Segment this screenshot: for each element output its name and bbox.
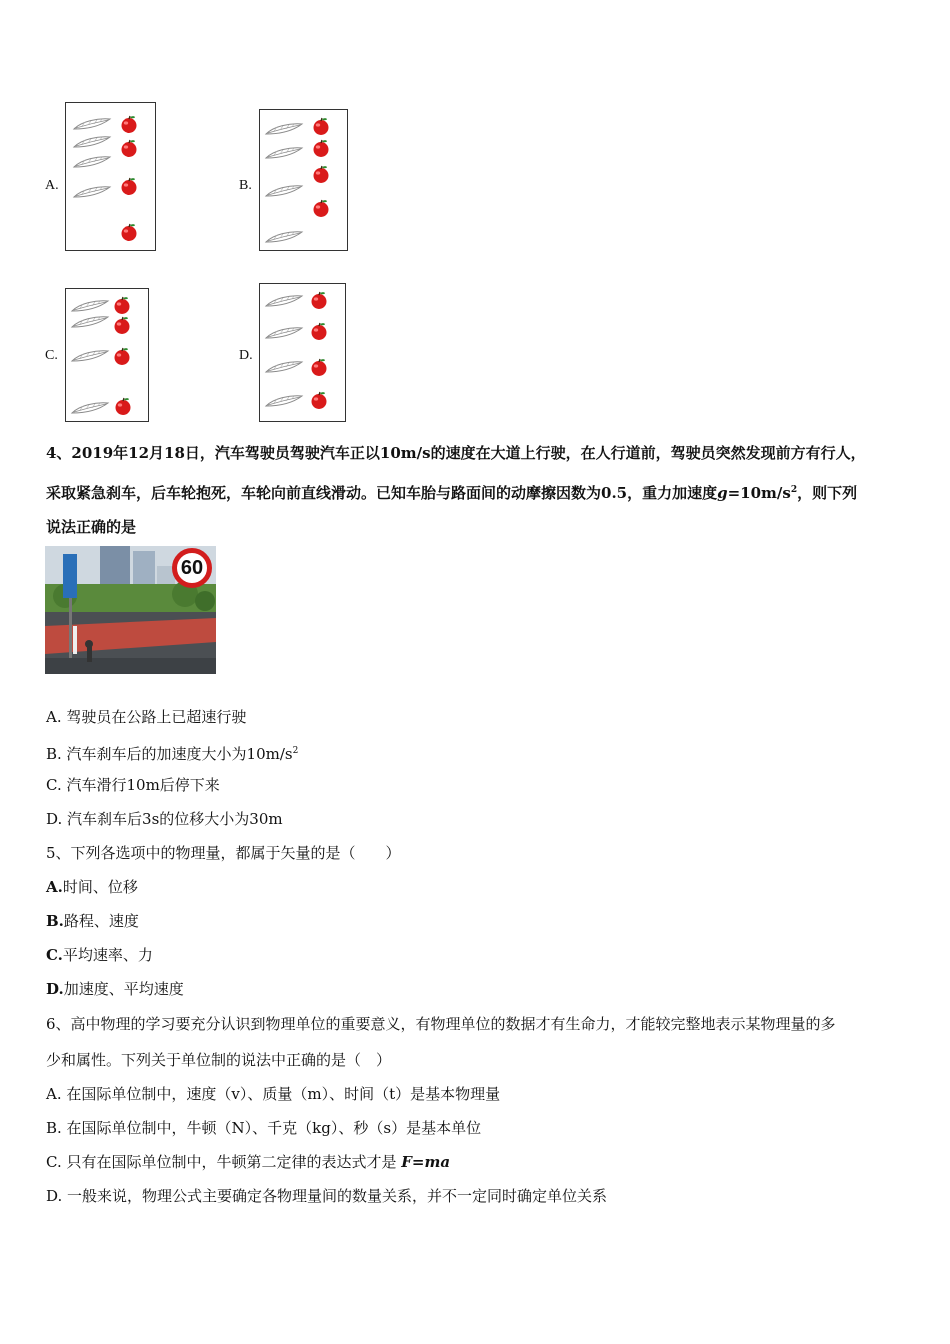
- feather-icon: [264, 394, 304, 408]
- figure-a-panel: [65, 102, 156, 251]
- speed-limit-value: 60: [180, 556, 204, 579]
- apple-icon: [311, 116, 331, 136]
- q6-option-a: A. 在国际单位制中，速度（v）、质量（m）、时间（t）是基本物理量: [46, 1085, 501, 1103]
- apple-icon: [309, 390, 329, 410]
- feather-icon: [72, 117, 112, 131]
- q5-stem: 5、下列各选项中的物理量，都属于矢量的是（ ）: [46, 844, 401, 862]
- street-photo: [45, 546, 216, 674]
- apple-icon: [119, 176, 139, 196]
- q4-stem-line-3: 说法正确的是: [46, 518, 137, 536]
- q4-option-b: B. 汽车刹车后的加速度大小为$10m/s^2$: [46, 745, 299, 763]
- apple-icon: [309, 290, 329, 310]
- q4-stem-line-1: 4、2019年12月18日，汽车驾驶员驾驶汽车正以10m/s的速度在大道上行驶，在人行道前，驾驶员突然发现前方有行人，: [46, 444, 866, 462]
- figure-d-label: D.: [239, 348, 253, 363]
- apple-icon: [112, 295, 132, 315]
- q5-option-a: A.时间、位移: [46, 878, 138, 896]
- q4-stem-line-2: 采取紧急刹车，后车轮抱死，车轮向前直线滑动。已知车胎与路面间的动摩擦因数为0.5，重力加速度$g=10m/s^2$，则下列: [46, 484, 858, 502]
- figure-c-label: C.: [45, 348, 58, 363]
- figure-a-label: A.: [45, 178, 59, 193]
- feather-icon: [264, 146, 304, 160]
- speed-limit-sign: [172, 548, 212, 588]
- feather-icon: [264, 360, 304, 374]
- q6-stem-line-1: 6、高中物理的学习要充分认识到物理单位的重要意义，有物理单位的数据才有生命力，才能较完整地表示某物理量的多: [46, 1015, 836, 1033]
- figure-b-panel: [259, 109, 348, 251]
- q4-option-c: C. 汽车滑行10m后停下来: [46, 776, 220, 794]
- feather-icon: [70, 401, 110, 415]
- figure-d-panel: [259, 283, 346, 422]
- apple-icon: [113, 396, 133, 416]
- apple-icon: [112, 346, 132, 366]
- apple-icon: [309, 357, 329, 377]
- feather-icon: [70, 315, 110, 329]
- feather-icon: [264, 230, 304, 244]
- apple-icon: [119, 222, 139, 242]
- q5-option-d: D.加速度、平均速度: [46, 980, 184, 998]
- q6-option-b: B. 在国际单位制中，牛顿（N）、千克（kg）、秒（s）是基本单位: [46, 1119, 482, 1137]
- feather-icon: [264, 122, 304, 136]
- feather-icon: [72, 135, 112, 149]
- apple-icon: [119, 138, 139, 158]
- figure-c-panel: [65, 288, 149, 422]
- apple-icon: [311, 138, 331, 158]
- apple-icon: [309, 321, 329, 341]
- feather-icon: [264, 294, 304, 308]
- feather-icon: [264, 326, 304, 340]
- feather-icon: [70, 349, 110, 363]
- q5-option-b: B.路程、速度: [46, 912, 139, 930]
- feather-icon: [72, 155, 112, 169]
- feather-icon: [264, 184, 304, 198]
- q5-option-c: C.平均速率、力: [46, 946, 153, 964]
- q6-option-c: C. 只有在国际单位制中，牛顿第二定律的表达式才是 F=ma: [46, 1153, 451, 1171]
- apple-icon: [311, 198, 331, 218]
- q6-option-d: D. 一般来说，物理公式主要确定各物理量间的数量关系，并不一定同时确定单位关系: [46, 1187, 608, 1205]
- feather-icon: [72, 185, 112, 199]
- q6-stem-line-2: 少和属性。下列关于单位制的说法中正确的是（ ）: [46, 1051, 392, 1069]
- apple-icon: [112, 315, 132, 335]
- feather-icon: [70, 299, 110, 313]
- q4-option-a: A. 驾驶员在公路上已超速行驶: [46, 708, 247, 726]
- apple-icon: [119, 114, 139, 134]
- q4-option-d: D. 汽车刹车后3s的位移大小为30m: [46, 810, 283, 828]
- figure-b-label: B.: [239, 178, 252, 193]
- apple-icon: [311, 164, 331, 184]
